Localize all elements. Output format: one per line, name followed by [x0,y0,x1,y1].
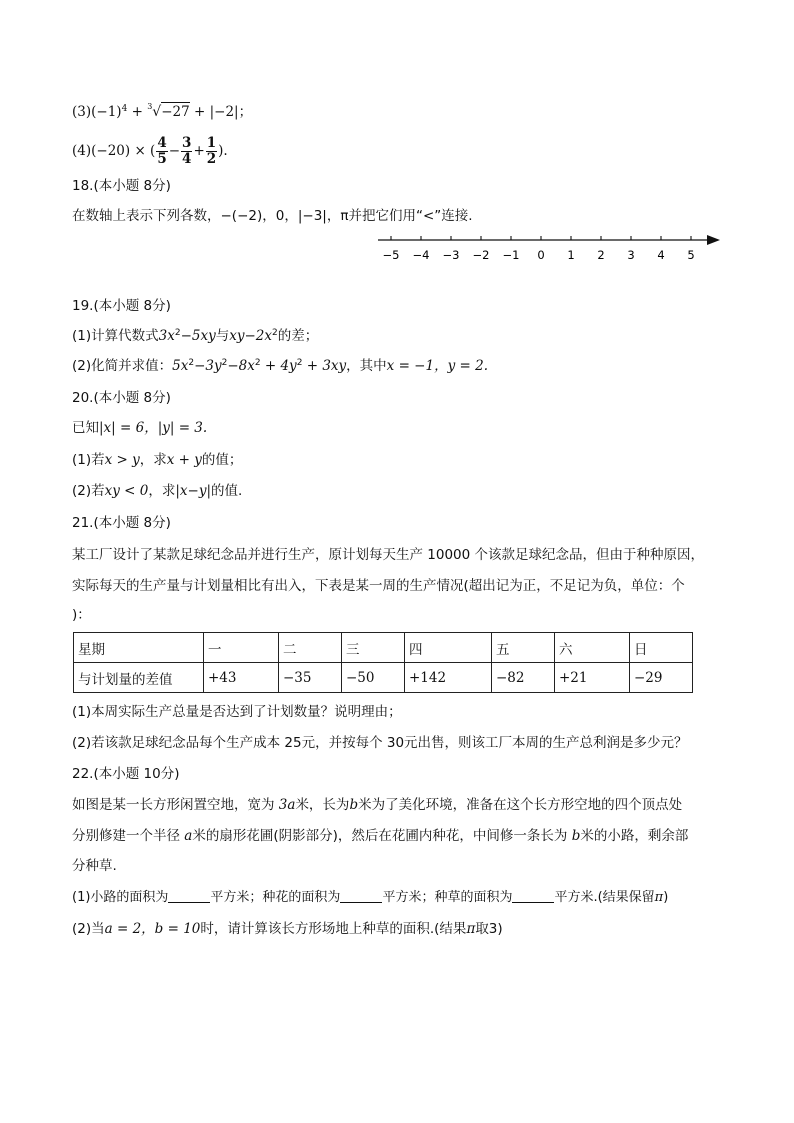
production-table [73,632,693,693]
table-cell: −50 [342,663,405,693]
exponent: 2 [221,358,228,368]
exponent: 2 [296,358,303,368]
term: 5x [172,358,189,374]
text: ，求 [139,452,167,468]
text: 平方米；种花的面积为 [210,890,341,905]
axis-tick-label: −1 [502,248,520,262]
expression: x + y [166,452,202,468]
text: (1)小路的面积为 [72,890,169,905]
fraction [156,136,167,167]
text: 与 [215,328,230,344]
condition: a = 2，b = 10 [104,921,201,937]
text: 取3) [475,921,503,937]
axis-tick-label: 4 [657,248,665,262]
term: (−20) × ( [91,143,156,159]
pi-symbol: π [466,921,476,937]
q19-part2 [72,356,488,376]
q21-line1: 某工厂设计了某款足球纪念品并进行生产，原计划每天生产 10000 个该款足球纪念品，但由于种种原因， [72,547,705,563]
text: 的值； [201,452,243,468]
q20-part2 [72,481,242,501]
table-cell: 三 [342,633,405,663]
q22-header: 22.(本小题 10分) [72,766,180,782]
table-cell: −82 [492,663,555,693]
text: 时，请计算该长方形场地上种草的面积.(结果 [200,921,467,937]
axis-tick-label: −4 [412,248,430,262]
variable: 3a [278,797,296,813]
q21-header: 21.(本小题 8分) [72,515,171,531]
table-cell: 六 [555,633,630,663]
expression: xy−2x [229,328,272,344]
text: ，其中 [346,358,387,374]
radical-sign: √ [152,104,162,120]
denominator: 4 [182,151,192,167]
text: ) [663,890,669,905]
q22-part2 [72,919,503,939]
exponent: 2 [174,328,181,338]
text: 平方米；种草的面积为 [382,890,513,905]
text: 分别修建一个半径 [72,828,185,844]
q19-header: 19.(本小题 8分) [72,298,171,314]
table-cell: 与计划量的差值 [74,663,204,693]
table-cell: −29 [630,663,693,693]
axis-tick-label: 3 [627,248,635,262]
exponent: 2 [188,358,195,368]
axis-tick-label: 0 [537,248,545,262]
term: (−1) [91,104,122,120]
exponent: 2 [271,328,278,338]
exponent: 2 [254,358,261,368]
table-cell: 四 [405,633,492,663]
axis-tick-label: −5 [382,248,400,262]
q17-part3 [72,102,252,122]
table-row [74,663,693,693]
q22-part1 [72,888,668,908]
q19-part1 [72,326,318,346]
part-label: (4) [72,143,92,159]
q18-header: 18.(本小题 8分) [72,178,171,194]
term: + 4y [260,358,297,374]
term: + |−2| [189,104,239,120]
q21-part2: (2)若该款足球纪念品每个生产成本 25元，并按每个 30元出售，则该工厂本周的生产总利润是多少元？ [72,735,688,751]
text: 的差； [277,328,319,344]
q20-header: 20.(本小题 8分) [72,390,171,406]
q17-part4 [72,132,228,170]
table-cell: 一 [204,633,279,663]
q20-part1 [72,450,242,470]
axis-tick-label: 1 [567,248,575,262]
text: 平方米.(结果保留 [554,890,655,905]
axis-tick-label: 5 [687,248,695,262]
answer-blank[interactable] [340,888,382,903]
punctuation: ). [218,143,228,159]
radicand: −27 [161,104,190,120]
operator: + [193,143,205,159]
condition: x > y [104,452,140,468]
expression: |x−y| [175,483,212,499]
text: ，求 [148,483,176,499]
variable: a [184,828,193,844]
q22-line2 [72,826,688,846]
q18-text: 在数轴上表示下列各数，−(−2)，0，|−3|，π并把它们用“<”连接. [72,208,473,224]
term: −3y [194,358,222,374]
answer-blank[interactable] [512,888,554,903]
variable: b [349,797,359,813]
axis-tick-label: 2 [597,248,605,262]
operator: + [127,104,148,120]
q21-line3: )： [72,607,91,623]
fraction [206,136,217,167]
condition: xy < 0 [104,483,149,499]
text: 如图是某一长方形闲置空地，宽为 [72,797,279,813]
pi-symbol: π [654,890,664,905]
axis-tick-label: −2 [472,248,490,262]
q21-part1: (1)本周实际生产总量是否达到了计划数量？说明理由； [72,704,402,720]
table-cell: 日 [630,633,693,663]
part-label: (3) [72,104,92,120]
punctuation: ； [238,104,253,120]
q20-given [72,418,207,438]
axis-tick-label: −3 [442,248,460,262]
text: 的值. [211,483,243,499]
q21-line2: 实际每天的生产量与计划量相比有出入，下表是某一周的生产情况(超出记为正，不足记为负，单位：个 [72,578,685,594]
number-line [370,228,726,268]
condition: x = −1，y = 2. [386,358,488,374]
text: 已知 [72,420,99,436]
fraction [181,136,192,167]
text: 米的小路，剩余部 [580,828,689,844]
text: 米的扇形花圃(阴影部分)，然后在花圃内种花，中间修一条长为 [192,828,572,844]
root-index: 3 [147,102,153,111]
q22-line3: 分种草. [72,858,117,874]
term: −8x [227,358,255,374]
table-cell: +21 [555,663,630,693]
numerator: 4 [157,135,167,151]
table-cell: +43 [204,663,279,693]
answer-blank[interactable] [168,888,210,903]
table-cell: 五 [492,633,555,663]
operator: − [168,143,181,159]
axis-arrow-icon [707,235,720,245]
text: (2)若 [72,483,105,499]
numerator: 3 [182,135,192,151]
table-cell: 星期 [74,633,204,663]
table-cell: +142 [405,663,492,693]
q22-line1 [72,795,682,815]
exponent: 4 [121,104,128,114]
expression: |x| = 6，|y| = 3. [99,420,208,436]
expression: 3x [158,328,175,344]
text: (2)化简并求值： [72,358,173,374]
table-cell: −35 [279,663,342,693]
table-cell: 二 [279,633,342,663]
text: 米为了美化环境，准备在这个长方形空地的四个顶点处 [358,797,683,813]
term: + 3xy [302,358,347,374]
text: (1)计算代数式 [72,328,159,344]
table-row [74,633,693,663]
denominator: 5 [157,151,167,167]
expression: −5xy [180,328,216,344]
variable: b [571,828,581,844]
text: 米，长为 [295,797,350,813]
denominator: 2 [206,151,217,167]
numerator: 1 [206,135,217,151]
text: (2)当 [72,921,105,937]
text: (1)若 [72,452,105,468]
